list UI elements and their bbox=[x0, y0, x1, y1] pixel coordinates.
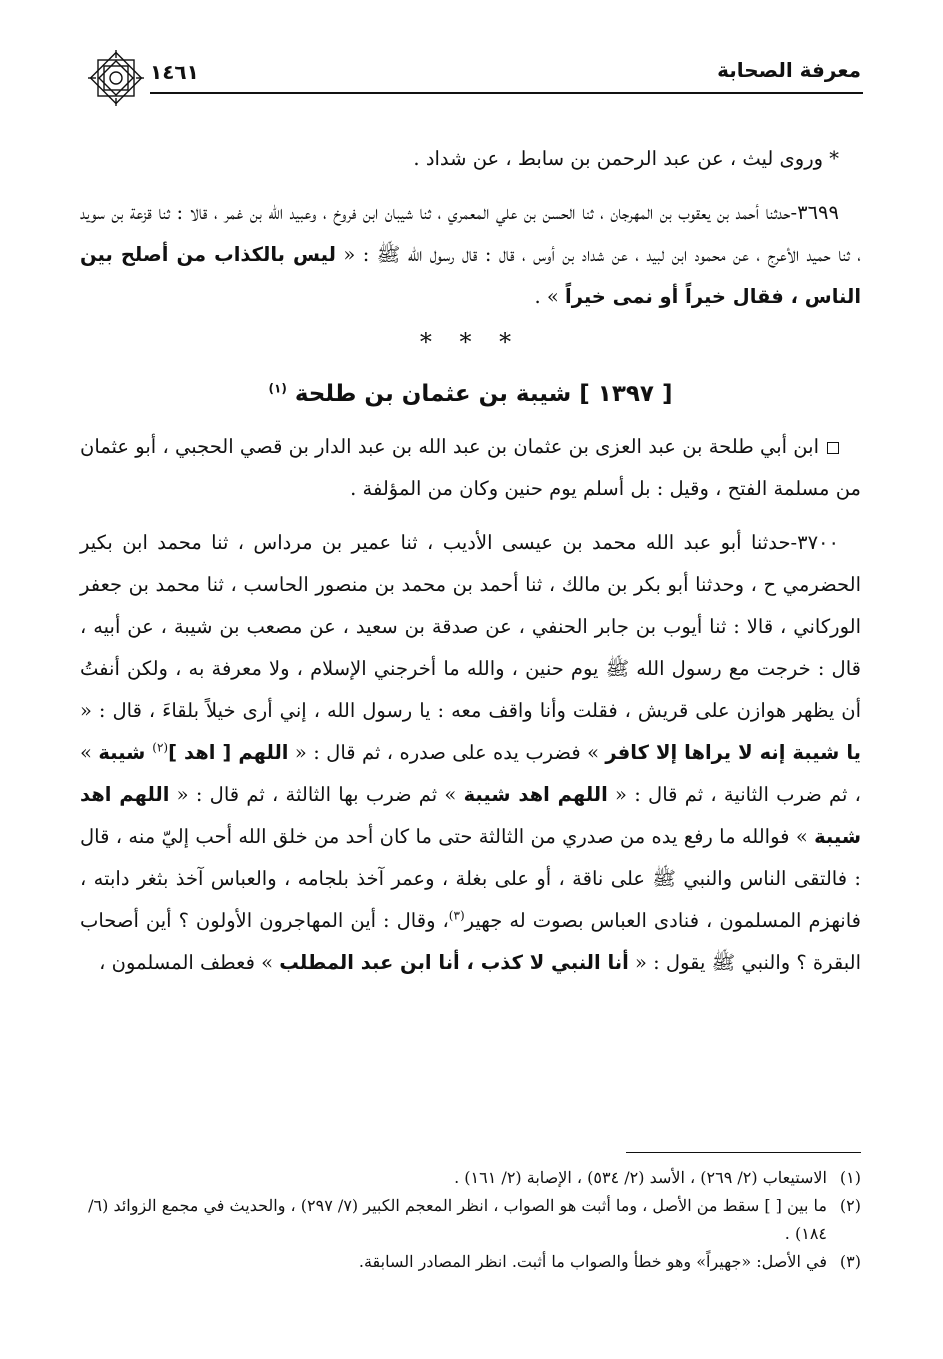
hadith-3700-bold-2: اللهم [ اهد ] bbox=[168, 741, 289, 764]
biography-text: ابن أبي طلحة بن عبد العزى بن عثمان بن عبد الله بن عبد الدار بن قصي الحجبي ، أبو عثمان من مسلمة الفتح ، وقيل : بل أسلم يوم حنين وكان من المؤلفة . bbox=[80, 435, 861, 500]
hadith-3699-end: » . bbox=[534, 285, 566, 308]
running-title: معرفة الصحابة bbox=[717, 58, 861, 82]
hadith-3699 bbox=[80, 192, 861, 318]
footnote-2-mark: (٢) bbox=[839, 1196, 861, 1215]
footnote-2-text: ما بين [ ] سقط من الأصل ، وما أثبت هو الصواب ، انظر المعجم الكبير (٧/ ٢٩٧) ، والحديث في مجمع الزوائد (٦/ ١٨٤) . bbox=[88, 1196, 827, 1243]
hadith-3700 bbox=[80, 522, 861, 984]
footnote-1-text: الاستيعاب (٢/ ٢٦٩) ، الأسد (٢/ ٥٣٤) ، الإصابة (٢/ ١٦١) . bbox=[454, 1168, 827, 1187]
hadith-3700-part-7: » فعطف المسلمون ، bbox=[99, 951, 280, 974]
footnote-3-mark: (٣) bbox=[839, 1252, 861, 1271]
square-bullet-icon bbox=[827, 442, 839, 454]
entry-heading bbox=[80, 368, 861, 420]
section-divider-stars: * * * bbox=[419, 328, 522, 356]
footnote-rule bbox=[626, 1152, 861, 1153]
footnote-1 bbox=[80, 1164, 861, 1192]
hadith-3700-bold-1: يا شيبة إنه لا يراها إلا كافر bbox=[605, 741, 861, 764]
footnote-ref-1: (١) bbox=[268, 381, 287, 396]
hadith-3699-chain: ٣٦٩٩-حدثنا أحمد بن يعقوب بن المهرجان ، ثنا الحسن بن علي المعمري ، ثنا شيبان ابن فروخ ، وعبيد الله بن غمر ، قالا : ثنا قزعة بن سويد ، ثنا حميد الأعرج ، عن محمود ابن لبيد ، عن شداد بن أوس ، قال : قال رسول الله ﷺ : « bbox=[80, 201, 861, 266]
hadith-3700-bold-3: شيبة bbox=[98, 741, 153, 764]
paragraph-report: * وروى ليث ، عن عبد الرحمن بن سابط ، عن شداد . bbox=[413, 147, 839, 170]
footnote-2 bbox=[80, 1192, 861, 1248]
footnote-ref-2: (٢) bbox=[152, 740, 169, 755]
hadith-3700-part-3: » ، ثم ضرب الثانية ، ثم قال : « bbox=[80, 741, 861, 806]
hadith-3700-part-5: » فوالله ما رفع يده من صدري من الثالثة حتى ما كان أحد من خلق الله أحب إليّ منه ، قال : فالتقى الناس والنبي ﷺ على ناقة ، أو على بغلة ، وعمر آخذ بلجامه ، والعباس آخذ بثغر دابته ، فانهزم المسلمون ، فنادى العباس بصوت له جهير bbox=[80, 825, 861, 932]
footnote-1-mark: (١) bbox=[839, 1168, 861, 1187]
entry-heading-text: [ ١٣٩٧ ] شيبة بن عثمان بن طلحة bbox=[294, 381, 673, 407]
hadith-3700-bold-5: اللهم اهد شيبة bbox=[80, 783, 861, 848]
star-ornament-icon bbox=[86, 48, 146, 108]
hadith-3700-part-2: » فضرب يده على صدره ، ثم قال : « bbox=[288, 741, 606, 764]
main-text bbox=[80, 138, 861, 984]
hadith-3700-part-6: ، وقال : أين المهاجرون الأولون ؟ أين أصحاب البقرة ؟ والنبي ﷺ يقول : « bbox=[80, 909, 861, 974]
hadith-3700-part-4: » ثم ضرب بها الثالثة ، ثم قال : « bbox=[169, 783, 464, 806]
page-number: ١٤٦١ bbox=[150, 60, 199, 84]
header-rule bbox=[150, 92, 863, 94]
hadith-3700-part-1: ٣٧٠٠-حدثنا أبو عبد الله محمد بن عيسى الأديب ، ثنا عمير بن مرداس ، ثنا محمد ابن بكير الحضرمي ح ، وحدثنا أبو بكر بن مالك ، ثنا أحمد بن محمد بن منصور الحاسب ، ثنا محمد بن جعفر الوركاني ، قالا : ثنا أيوب بن جابر الحنفي ، عن صدقة بن سعيد ، عن مصعب بن شيبة ، عن أبيه ، قال : خرجت مع رسول الله ﷺ يوم حنين ، والله ما أخرجني الإسلام ، ولا معرفة به ، ولكن أنفتُ أن يظهر هوازن على قريش ، فقلت وأنا واقف معه : يا رسول الله ، إني أرى خيلاً بلقاءَ ، قال : « bbox=[80, 531, 861, 722]
biography-paragraph bbox=[80, 426, 861, 510]
footnote-3-text: في الأصل: «جهيراً» وهو خطأ والصواب ما أثبت. انظر المصادر السابقة. bbox=[358, 1252, 827, 1271]
hadith-3699-matn: ليس بالكذاب من أصلح بين الناس ، فقال خيراً أو نمى خيراً bbox=[80, 243, 861, 308]
hadith-3700-bold-4: اللهم اهد شيبة bbox=[463, 783, 608, 806]
hadith-3700-bold-6: أنا النبي لا كذب ، أنا ابن عبد المطلب bbox=[279, 951, 629, 974]
footnote-3 bbox=[80, 1248, 861, 1276]
footnotes bbox=[80, 1164, 861, 1276]
footnote-ref-3: (٣) bbox=[448, 908, 465, 923]
